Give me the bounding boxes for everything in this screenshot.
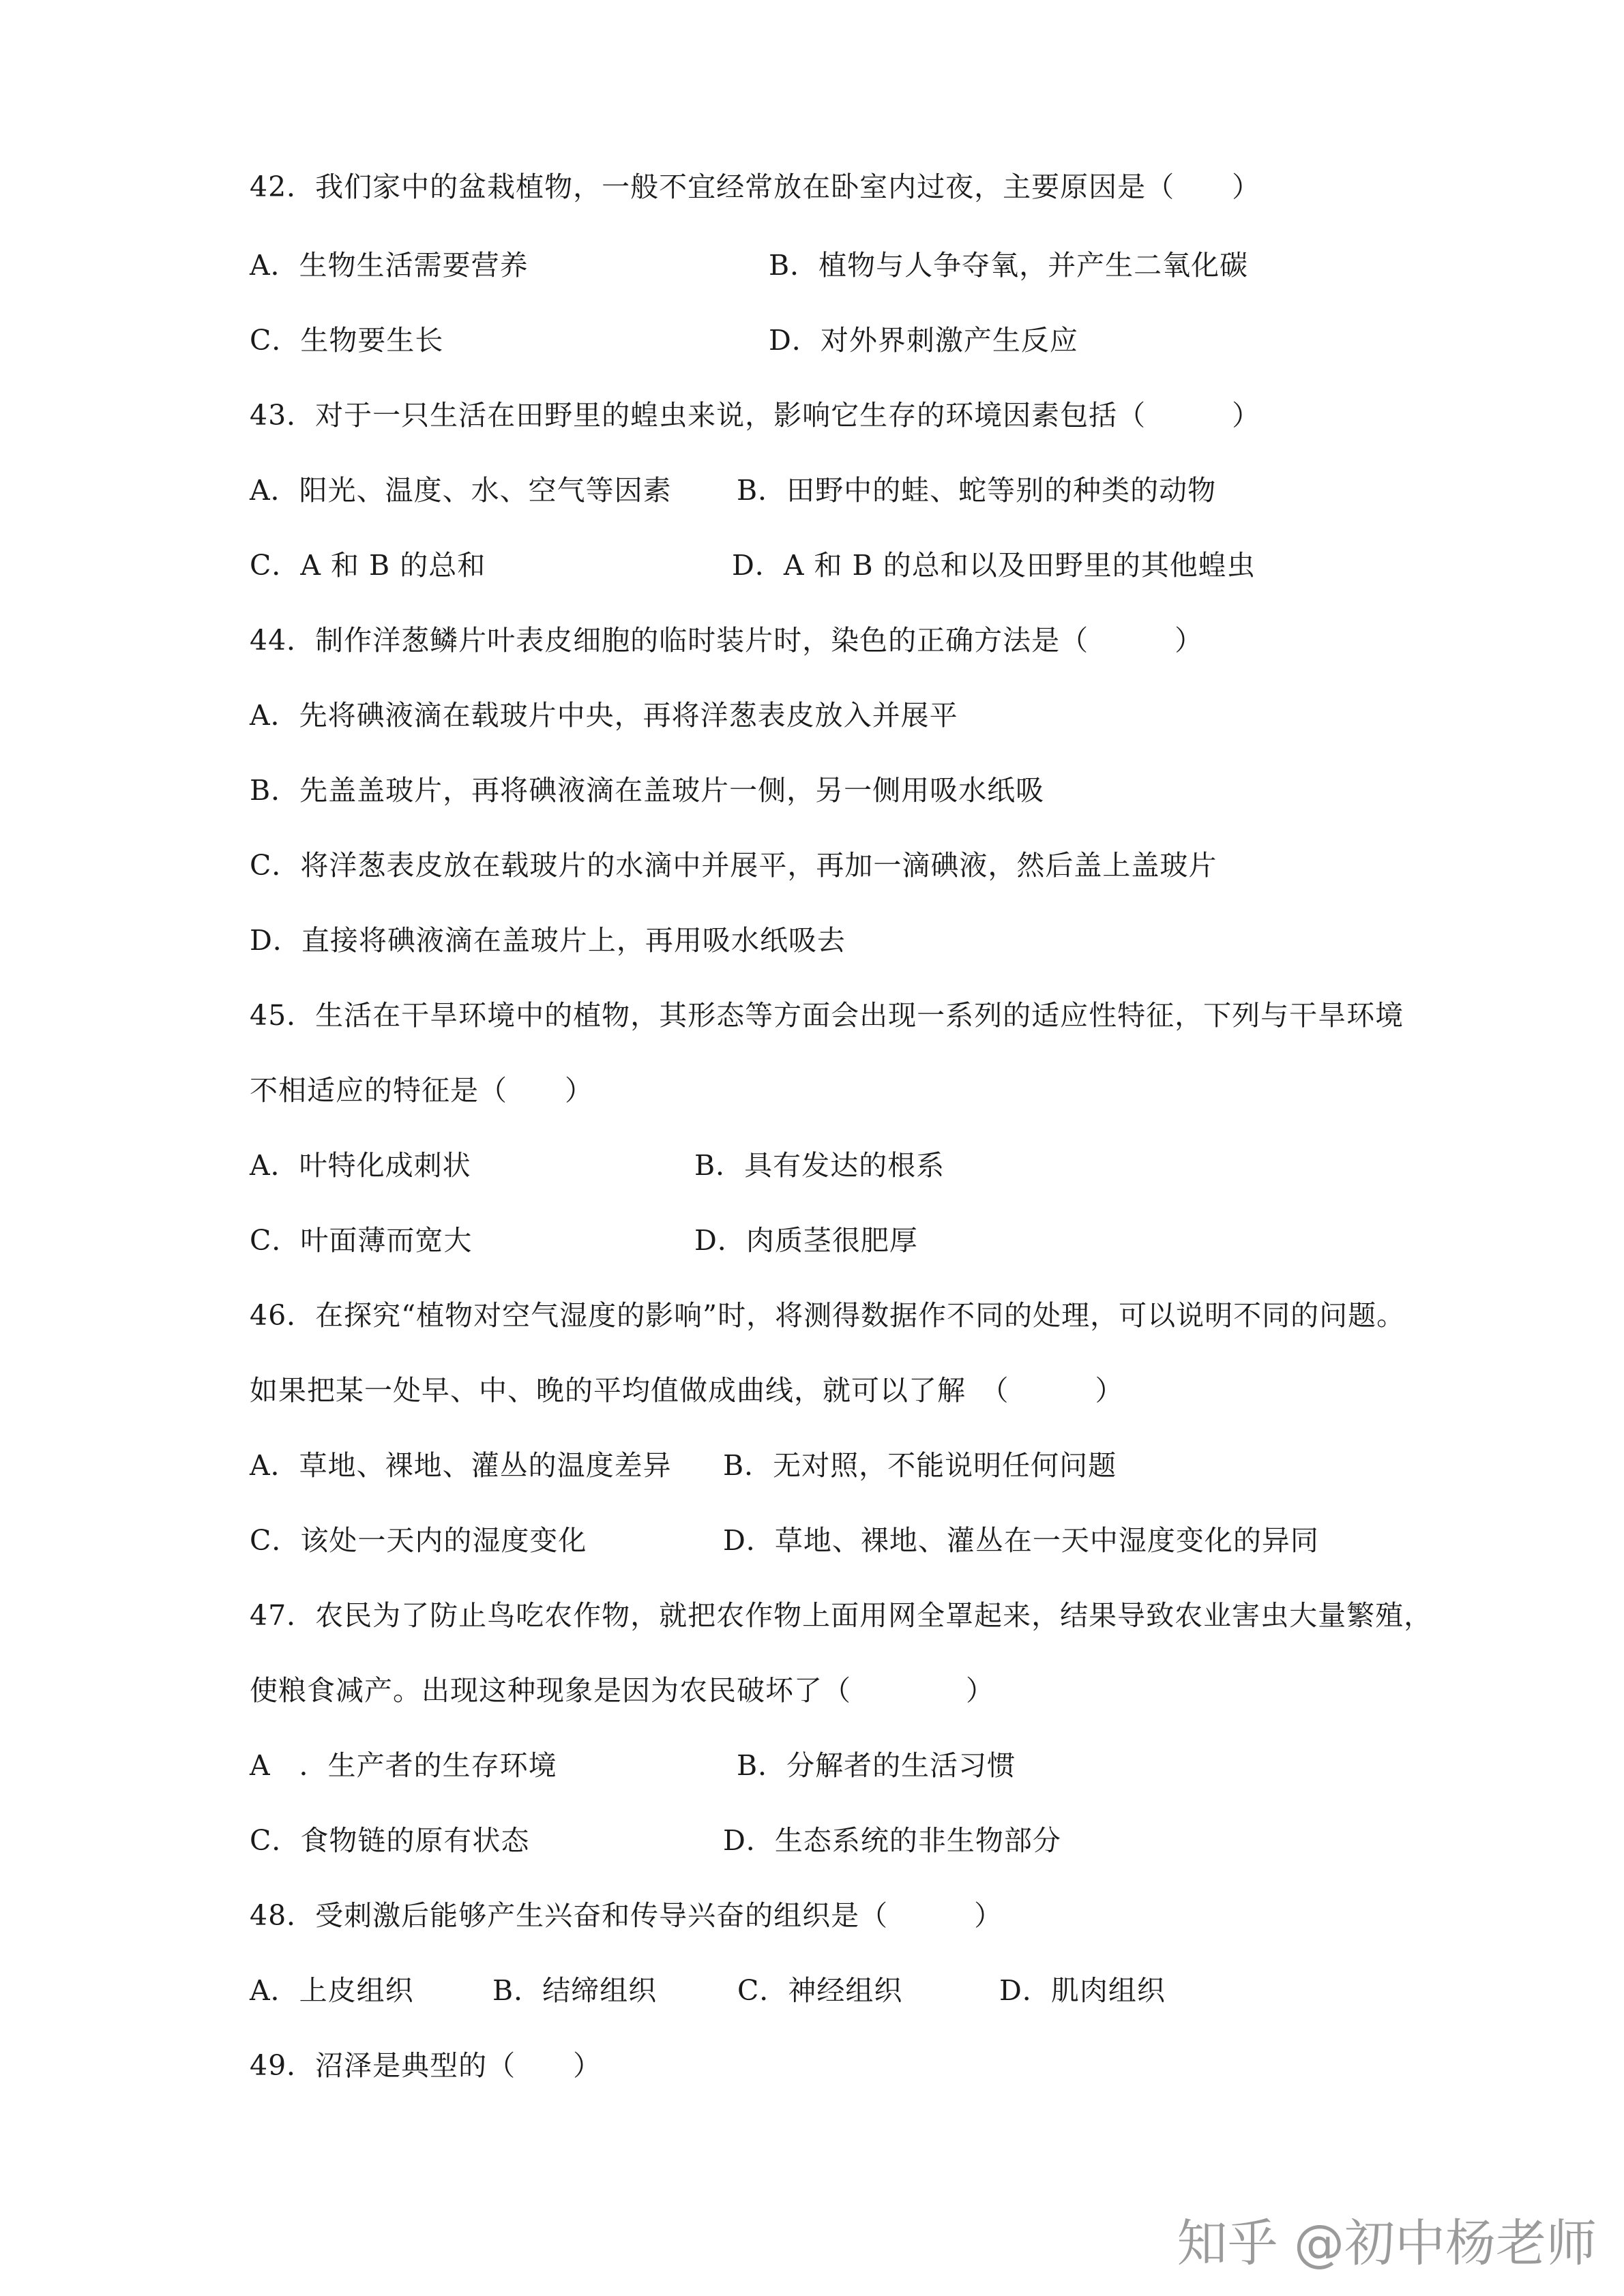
question-42-option-d: D．对外界刺激产生反应	[769, 324, 1078, 357]
question-48-option-d: D．肌肉组织	[999, 1974, 1166, 2007]
question-48-option-c: C．神经组织	[737, 1974, 903, 2007]
question-44-option-c: C．将洋葱表皮放在载玻片的水滴中并展平，再加一滴碘液，然后盖上盖玻片	[250, 849, 1217, 882]
question-47-option-b: B．分解者的生活习惯	[737, 1749, 1016, 1782]
question-43-option-c: C．A 和 B 的总和	[250, 549, 486, 582]
question-49-stem: 49．沼泽是典型的（ ）	[250, 2049, 602, 2082]
question-45-stem-line-1: 45．生活在干旱环境中的植物，其形态等方面会出现一系列的适应性特征，下列与干旱环境	[250, 999, 1404, 1032]
question-48-option-a: A．上皮组织	[250, 1974, 414, 2007]
question-48-option-b: B．结缔组织	[492, 1974, 658, 2007]
question-42-stem: 42．我们家中的盆栽植物，一般不宜经常放在卧室内过夜，主要原因是（ ）	[250, 170, 1261, 203]
question-44-option-b: B．先盖盖玻片，再将碘液滴在盖玻片一侧，另一侧用吸水纸吸	[250, 774, 1045, 807]
question-46-option-b: B．无对照，不能说明任何问题	[723, 1449, 1117, 1482]
question-43-stem: 43．对于一只生活在田野里的蝗虫来说，影响它生存的环境因素包括（ ）	[250, 399, 1261, 432]
question-42-option-a: A．生物生活需要营养	[250, 249, 529, 282]
question-43-option-b: B．田野中的蛙、蛇等别的种类的动物	[737, 474, 1217, 507]
question-42-option-c: C．生物要生长	[250, 324, 444, 357]
question-45-option-c: C．叶面薄而宽大	[250, 1224, 473, 1257]
question-45-stem-line-2: 不相适应的特征是（ ）	[250, 1074, 593, 1107]
question-46-stem-line-2: 如果把某一处早、中、晚的平均值做成曲线，就可以了解 （ ）	[250, 1374, 1124, 1407]
question-44-option-a: A．先将碘液滴在载玻片中央，再将洋葱表皮放入并展平	[250, 699, 958, 732]
question-45-option-b: B．具有发达的根系	[694, 1149, 945, 1182]
question-43-option-d: D．A 和 B 的总和以及田野里的其他蝗虫	[732, 549, 1256, 582]
question-46-option-d: D．草地、裸地、灌丛在一天中湿度变化的异同	[723, 1524, 1319, 1557]
question-47-option-d: D．生态系统的非生物部分	[723, 1824, 1061, 1857]
question-44-stem: 44．制作洋葱鳞片叶表皮细胞的临时装片时，染色的正确方法是（ ）	[250, 624, 1204, 657]
question-44-option-d: D．直接将碘液滴在盖玻片上，再用吸水纸吸去	[250, 924, 846, 957]
question-47-stem-line-1: 47．农民为了防止鸟吃农作物，就把农作物上面用网全罩起来，结果导致农业害虫大量繁殖，	[250, 1599, 1433, 1632]
zhihu-watermark: 知乎 @初中杨老师	[1177, 2214, 1597, 2273]
question-43-option-a: A．阳光、温度、水、空气等因素	[250, 474, 672, 507]
question-46-option-c: C．该处一天内的湿度变化	[250, 1524, 587, 1557]
question-46-option-a: A．草地、裸地、灌丛的温度差异	[250, 1449, 672, 1482]
question-48-stem: 48．受刺激后能够产生兴奋和传导兴奋的组织是（ ）	[250, 1899, 1003, 1932]
question-47-option-c: C．食物链的原有状态	[250, 1824, 530, 1857]
question-45-option-a: A．叶特化成刺状	[250, 1149, 471, 1182]
question-47-option-a: A ．生产者的生存环境	[250, 1749, 557, 1782]
question-42-option-b: B．植物与人争夺氧，并产生二氧化碳	[769, 249, 1249, 282]
question-46-stem-line-1: 46．在探究“植物对空气湿度的影响”时，将测得数据作不同的处理，可以说明不同的问题。	[250, 1299, 1406, 1332]
question-45-option-d: D．肉质茎很肥厚	[694, 1224, 918, 1257]
question-47-stem-line-2: 使粮食减产。出现这种现象是因为农民破坏了（ ）	[250, 1674, 994, 1707]
